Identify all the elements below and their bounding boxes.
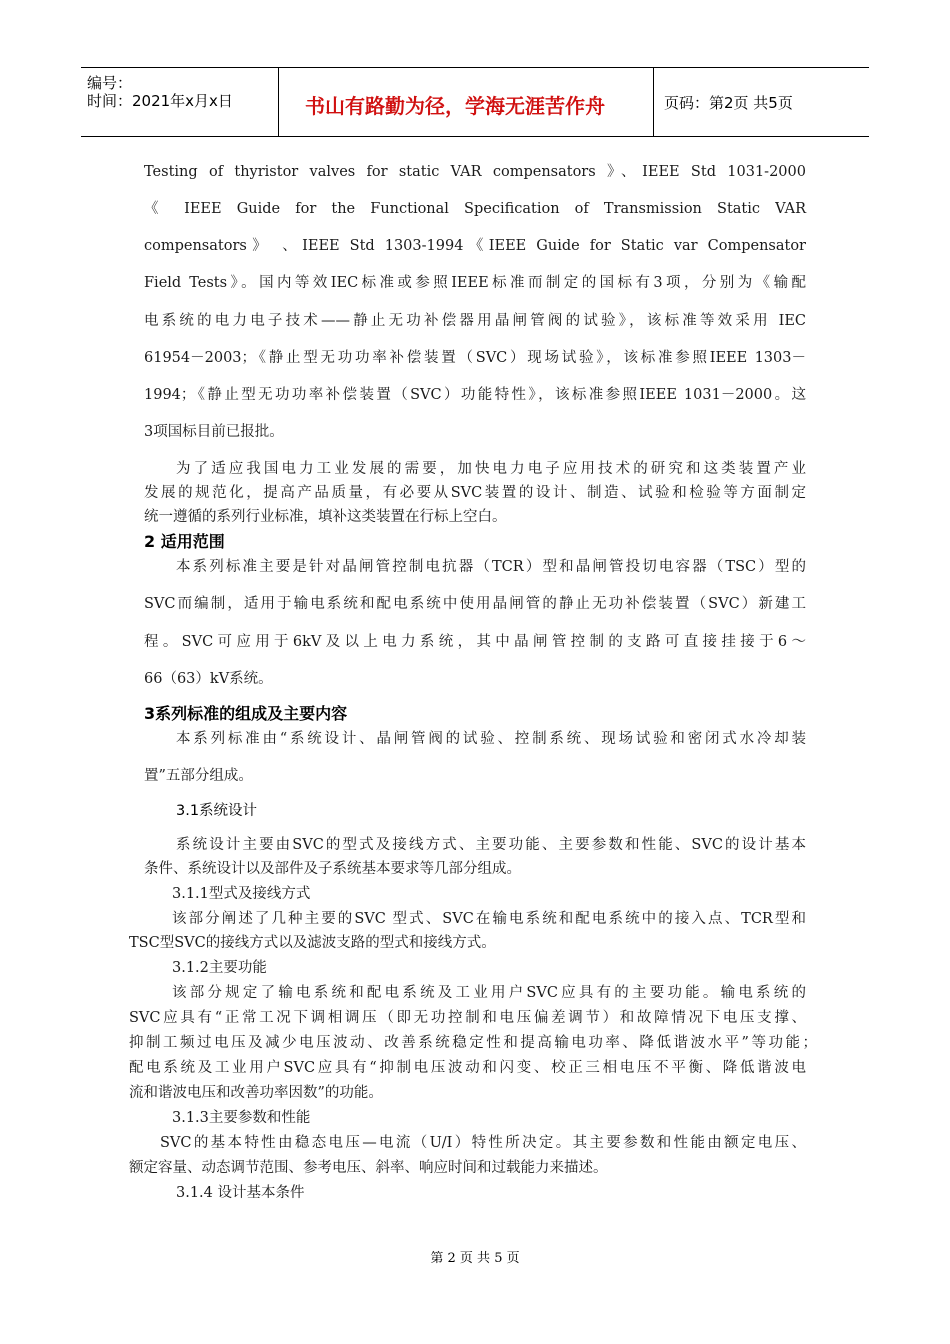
doc-number-label: 编号： — [87, 74, 133, 92]
body-line: 66（63）kV系统。 — [144, 671, 273, 687]
section-heading: 2 适用范围 — [144, 532, 225, 551]
body-line: 发展的规范化，提高产品质量，有必要从SVC装置的设计、制造、试验和检验等方面制定 — [144, 485, 806, 501]
page-footer: 第 2 页 共 5 页 — [430, 1251, 520, 1266]
body-line: 1994；《静止型无功功率补偿装置（SVC）功能特性》，该标准参照IEEE 1031－2000。这 — [144, 387, 806, 403]
body-line: 程。SVC可应用于6kV及以上电力系统，其中晶闸管控制的支路可直接挂接于6～ — [144, 634, 806, 650]
body-line: Field Tests》。国内等效IEC标准或参照IEEE标准而制定的国标有3项，分别为《输配 — [144, 275, 806, 291]
subsection-heading: 3.1.2主要功能 — [172, 960, 267, 976]
body-line: compensators》 、IEEE Std 1303-1994《IEEE Guide for Static var Compensator — [144, 238, 806, 254]
header-top-rule — [81, 67, 869, 68]
page-header — [81, 67, 869, 137]
body-line: SVC应具有“正常工况下调相调压（即无功控制和电压偏差调节）和故障情况下电压支撑、 — [129, 1010, 806, 1026]
header-bottom-rule — [81, 136, 869, 137]
body-line: 置”五部分组成。 — [144, 768, 253, 784]
body-line: 统一遵循的系列行业标准，填补这类装置在行标上空白。 — [144, 509, 507, 525]
subsection-heading: 3.1.4 设计基本条件 — [176, 1185, 305, 1201]
body-line: 额定容量、动态调节范围、参考电压、斜率、响应时间和过载能力来描述。 — [129, 1160, 608, 1176]
body-line: 条件、系统设计以及部件及子系统基本要求等几部分组成。 — [144, 861, 521, 877]
header-page-label: 页码：第2页 共5页 — [664, 94, 793, 112]
body-line: 抑制工频过电压及减少电压波动、改善系统稳定性和提高输电功率、降低谐波水平”等功能； — [129, 1035, 817, 1051]
body-line: 61954－2003；《静止型无功功率补偿装置（SVC）现场试验》，该标准参照IEEE 1303－ — [144, 350, 806, 366]
subsection-heading: 3.1.1型式及接线方式 — [172, 886, 311, 902]
body-line: 配电系统及工业用户SVC应具有“抑制电压波动和闪变、校正三相电压不平衡、降低谐波电 — [129, 1060, 806, 1076]
doc-date-label: 时间：2021年x月x日 — [87, 92, 233, 110]
subsection-heading: 3.1系统设计 — [176, 803, 258, 819]
body-line: SVC的基本特性由稳态电压—电流（U/I）特性所决定。其主要参数和性能由额定电压、 — [160, 1135, 806, 1151]
body-line: 本系列标准由“系统设计、晶闸管阀的试验、控制系统、现场试验和密闭式水冷却装 — [176, 731, 806, 747]
body-line: 为了适应我国电力工业发展的需要，加快电力电子应用技术的研究和这类装置产业 — [176, 461, 806, 477]
body-line: 电系统的电力电子技术——静止无功补偿器用晶闸管阀的试验》，该标准等效采用 IEC — [144, 313, 806, 329]
body-line: 3项国标目前已报批。 — [144, 424, 284, 440]
body-line: 系统设计主要由SVC的型式及接线方式、主要功能、主要参数和性能、SVC的设计基本 — [176, 837, 806, 853]
body-line: TSC型SVC的接线方式以及滤波支路的型式和接线方式。 — [129, 935, 496, 951]
body-line: SVC而编制，适用于输电系统和配电系统中使用晶闸管的静止无功补偿装置（SVC）新建工 — [144, 596, 806, 612]
section-heading: 3系列标准的组成及主要内容 — [144, 704, 348, 723]
header-divider-left — [278, 67, 279, 137]
header-divider-right — [653, 67, 654, 137]
header-motto: 书山有路勤为径，学海无涯苦作舟 — [305, 94, 605, 118]
body-line: 该部分阐述了几种主要的SVC 型式、SVC在输电系统和配电系统中的接入点、TCR型和 — [172, 911, 806, 927]
body-line: 本系列标准主要是针对晶闸管控制电抗器（TCR）型和晶闸管投切电容器（TSC）型的 — [176, 559, 806, 575]
subsection-heading: 3.1.3主要参数和性能 — [172, 1110, 311, 1126]
body-line: 该部分规定了输电系统和配电系统及工业用户SVC应具有的主要功能。输电系统的 — [172, 985, 806, 1001]
body-line: 《 IEEE Guide for the Functional Specification of Transmission Static VAR — [144, 201, 806, 217]
body-line: Testing of thyristor valves for static VAR compensators 》、IEEE Std 1031-2000 — [144, 164, 806, 180]
body-line: 流和谐波电压和改善功率因数”的功能。 — [129, 1085, 383, 1101]
